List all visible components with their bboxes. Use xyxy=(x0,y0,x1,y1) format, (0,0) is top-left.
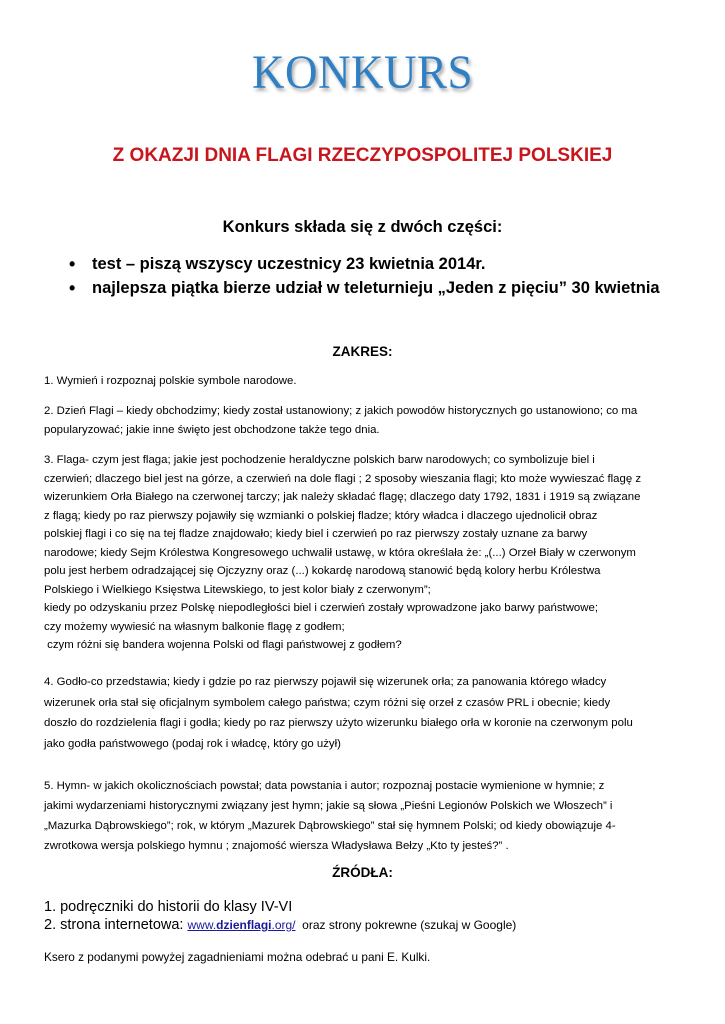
text-line: 2. Dzień Flagi – kiedy obchodzimy; kiedy został ustanowiony; z jakich powodów historycznych go ustanowiono; co ma xyxy=(44,405,638,417)
zakres-item-3 xyxy=(44,451,688,655)
text-line: jako godła państwowego (podaj rok i władcę, który go użył) xyxy=(44,737,341,750)
source-item: 1. podręczniki do historii do klasy IV-VI xyxy=(44,899,293,915)
sources-list xyxy=(44,898,704,934)
text-line: 5. Hymn- w jakich okolicznościach powstał; data powstania i autor; rozpoznaj postacie wymienione w hymnie; z xyxy=(44,780,605,792)
text-line: 4. Godło-co przedstawia; kiedy i gdzie po raz pierwszy pojawił się wizerunek orła; za panowania którego władcy xyxy=(44,676,607,688)
link-part-bold: dzienflagi xyxy=(216,918,272,932)
text-line: polskiej flagi i co się na tej fladze znajdowało; kiedy biel i czerwień po raz pierwszy zostały uznane za barwy xyxy=(44,528,588,540)
list-item: • test – piszą wszyscy uczestnicy 23 kwietnia 2014r. xyxy=(66,252,706,276)
page-title: KONKURS xyxy=(251,45,474,99)
zakres-item-1 xyxy=(44,372,688,391)
dzienflagi-link[interactable] xyxy=(187,918,295,932)
text-line: wizerunek orła stał się oficjalnym symbolem całego państwa; czym różni się orzeł z czasów PRL i obecnie; kiedy xyxy=(44,696,611,709)
text-line: narodowe; kiedy Sejm Królestwa Kongresowego uchwalił ustawę, w która określała że: „(...) Orzeł Biały w czerwonym xyxy=(44,546,636,559)
zakres-heading: ZAKRES: xyxy=(332,344,393,359)
text-line: doszło do rozdzielenia flagi i godła; kiedy po raz pierwszy użyto wizerunku białego orła w koronie na czerwonym polu xyxy=(44,717,633,729)
zakres-item-4 xyxy=(44,672,688,754)
text-line: polu jest herbem odradzającej się Ojczyzny oraz (...) kokardę narodową stanowić będą kolory herbu Królestwa xyxy=(44,565,601,577)
text-line: kiedy po odzyskaniu przez Polskę niepodległości biel i czerwień zostały wprowadzone jako barwy państwowe; xyxy=(44,602,598,614)
zrodla-heading: ŹRÓDŁA: xyxy=(332,865,393,880)
text-line: z flagą; kiedy po raz pierwszy pojawiły się wzmianki o polskiej fladze; który władca i dlaczego ujednolicił obraz xyxy=(44,509,598,522)
text-line: Polskiego i Wielkiego Księstwa Litewskiego, to jest kolor biały z czerwonym”; xyxy=(44,583,431,596)
text-line: jakimi wydarzeniami historycznymi związany jest hymn; jakie są słowa „Pieśni Legionów Polskich we Włoszech” i xyxy=(44,800,613,812)
text-line: 1. Wymień i rozpoznaj polskie symbole narodowe. xyxy=(44,375,297,387)
list-item: • najlepsza piątka bierze udział w teleturnieju „Jeden z pięciu” 30 kwietnia xyxy=(66,276,706,300)
text-line: czy możemy wywiesić na własnym balkonie flagę z godłem; xyxy=(44,620,345,633)
text-line: wizerunkiem Orła Białego na czerwonej tarczy; jak należy składać flagę; dlaczego daty 1792, 1831 i 1919 są związane xyxy=(44,491,641,503)
link-part: .org/ xyxy=(271,918,296,932)
text-line: czym różni się bandera wojenna Polski od flagi państwowej z godłem? xyxy=(44,639,402,651)
zakres-item-2 xyxy=(44,402,688,439)
source-item xyxy=(44,916,704,934)
source-prefix: 2. strona internetowa: xyxy=(44,917,188,933)
page-subtitle: Z OKAZJI DNIA FLAGI RZECZYPOSPOLITEJ POLSKIEJ xyxy=(112,145,613,166)
footer-note: Ksero z podanymi powyżej zagadnieniami można odebrać u pani E. Kulki. xyxy=(44,950,431,964)
text-line: czerwień; dlaczego biel jest na górze, a czerwień na dole flagi ; 2 sposoby wieszania flagi; kto może wywieszać flagę z xyxy=(44,472,642,485)
text-line: 3. Flaga- czym jest flaga; jakie jest pochodzenie heraldyczne polskich barw narodowych; co symbolizuje biel i xyxy=(44,454,595,466)
source-suffix: oraz strony pokrewne (szukaj w Google) xyxy=(295,918,517,932)
text-line: „Mazurka Dąbrowskiego”; rok, w którym „Mazurek Dąbrowskiego” stał się hymnem Polski; od kiedy obowiązuje 4- xyxy=(44,820,616,832)
text-line: zwrotkowa wersja polskiego hymnu ; znajomość wiersza Władysława Bełzy „Kto ty jesteś?” . xyxy=(44,840,509,852)
text-line: popularyzować; jakie inne święto jest obchodzone także tego dnia. xyxy=(44,423,380,436)
intro-heading: Konkurs składa się z dwóch części: xyxy=(222,218,503,236)
contest-parts-list xyxy=(66,252,706,300)
zakres-item-5 xyxy=(44,776,688,856)
link-part: www. xyxy=(187,918,217,932)
